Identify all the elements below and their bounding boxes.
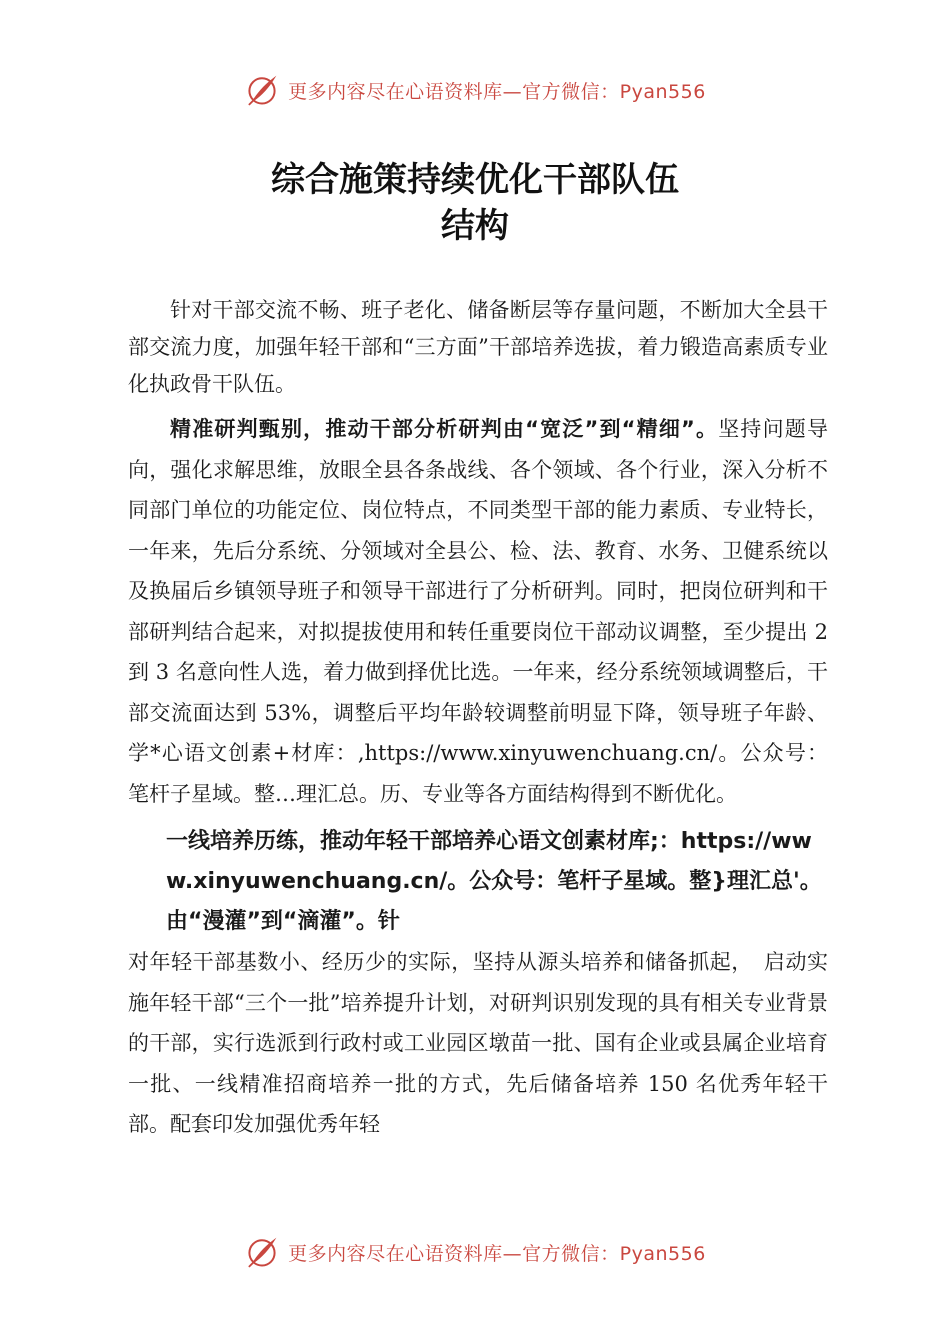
footer-watermark-banner — [0, 1228, 950, 1276]
document-body — [128, 292, 828, 1145]
feather-quill-icon — [244, 1234, 280, 1270]
section-2 — [128, 822, 828, 1145]
section-2-body: 对年轻干部基数小、经历少的实际，坚持从源头培养和储备抓起， 启动实施年轻干部“三个一批”培养提升计划，对研判识别发现的具有相关专业背景的干部，实行选派到行政村或工业园区墩苗一批、国有企业或县属企业培育一批、一线精准招商培养一批的方式，先后储备培养 150 名优秀年轻干部。配套印发加强优秀年轻 — [128, 950, 828, 1136]
intro-paragraph: 针对干部交流不畅、班子老化、储备断层等存量问题，不断加大全县干部交流力度，加强年轻干部和“三方面”干部培养选拔，着力锻造高素质专业化执政骨干队伍。 — [128, 298, 828, 396]
section-1-heading: 精准研判甄别，推动干部分析研判由“宽泛”到“精细”。 — [170, 417, 719, 441]
watermark-text: 更多内容尽在心语资料库—官方微信：Pyan556 — [288, 1242, 706, 1265]
section-1-paragraph — [128, 409, 828, 814]
document-title-line-2: 结构 — [441, 206, 509, 246]
section-2-heading: 一线培养历练，推动年轻干部培养心语文创素材库;：https://www.xinyuwenchuang.cn/。公众号：笔杆子星域。整}理汇总'。由“漫灌”到“滴灌”。针 — [166, 829, 822, 934]
feather-quill-icon — [244, 72, 280, 108]
header-watermark-banner — [0, 66, 950, 114]
section-1-body: 坚持问题导向，强化求解思维，放眼全县各条战线、各个领域、各个行业，深入分析不同部门单位的功能定位、岗位特点，不同类型干部的能力素质、专业特长，一年来，先后分系统、分领域对全县公、检、法、教育、水务、卫健系统以及换届后乡镇领导班子和领导干部进行了分析研判。同时，把岗位研判和干部研判结合起来，对拟提拔使用和转任重要岗位干部动议调整，至少提出 2 到 3 名意向性人选，着力做到择优比选。一年来，经分系统领域调整后，干部交流面达到 53%，调整后平均年龄较调整前明显下降，领导班子年龄、学*心语文创素+材库：,https://www.xinyuwenchuang.cn/。公众号：笔杆子星域。整…理汇总。历、专业等各方面结构得到不断优化。 — [128, 417, 828, 806]
document-title-line-1: 综合施策持续优化干部队伍 — [271, 160, 679, 200]
watermark-text: 更多内容尽在心语资料库—官方微信：Pyan556 — [288, 80, 706, 103]
